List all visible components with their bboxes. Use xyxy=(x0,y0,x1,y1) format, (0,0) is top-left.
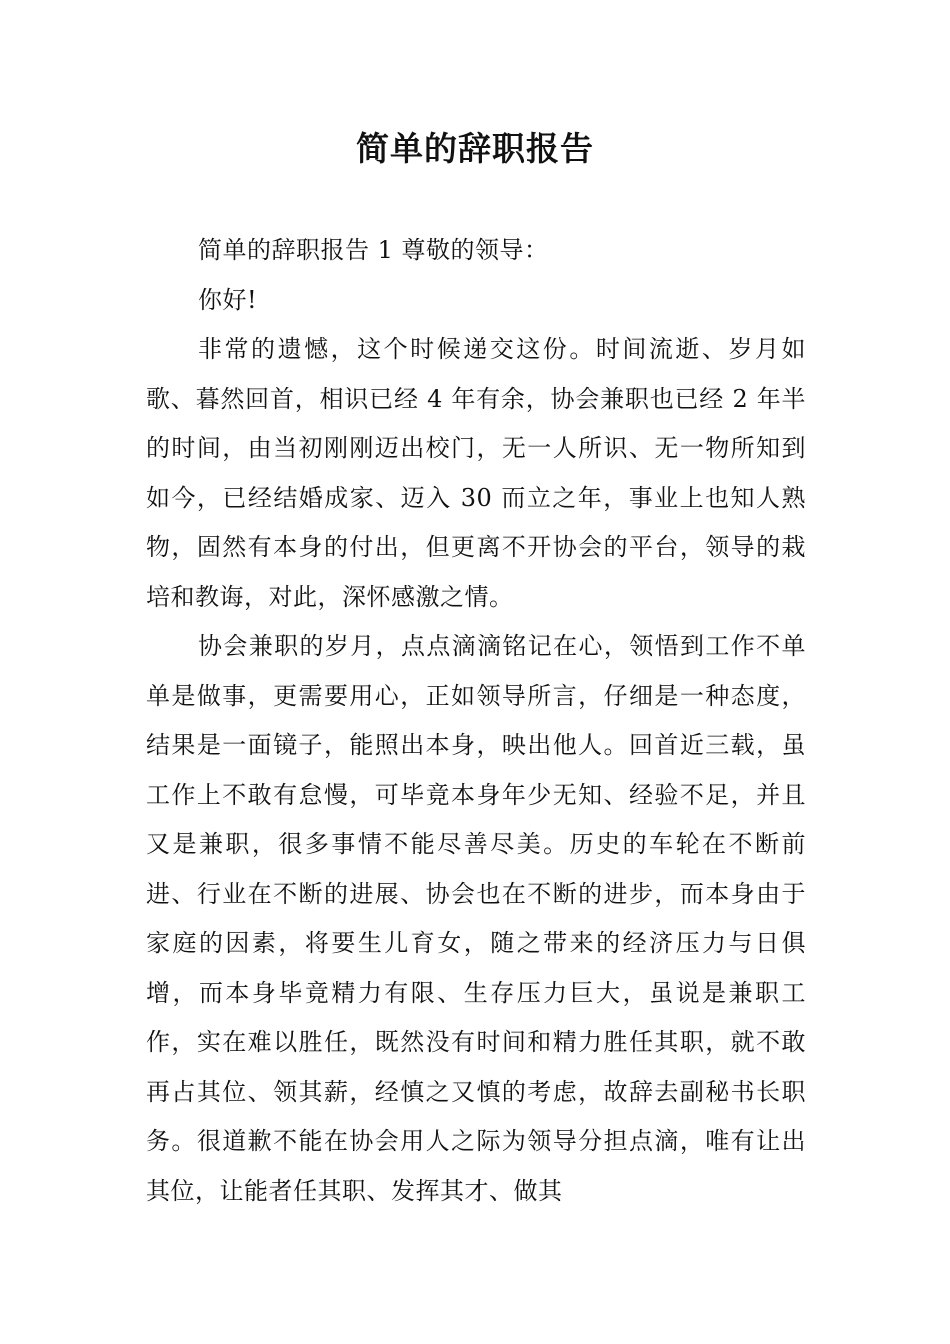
body-paragraph: 协会兼职的岁月，点点滴滴铭记在心，领悟到工作不单单是做事，更需要用心，正如领导所言，仔细是一种态度，结果是一面镜子，能照出本身，映出他人。回首近三载，虽工作上不敢有怠慢，可毕竟本身年少无知、经验不足，并且又是兼职，很多事情不能尽善尽美。历史的车轮在不断前进、行业在不断的进展、协会也在不断的进步，而本身由于家庭的因素，将要生儿育女，随之带来的经济压力与日俱增，而本身毕竟精力有限、生存压力巨大，虽说是兼职工作，实在难以胜任，既然没有时间和精力胜任其职，就不敢再占其位、领其薪，经慎之又慎的考虑，故辞去副秘书长职务。很道歉不能在协会用人之际为领导分担点滴，唯有让出其位，让能者任其职、发挥其才、做其 xyxy=(146,632,806,1205)
salutation-line: 简单的辞职报告 1 尊敬的领导： xyxy=(198,236,549,264)
body-paragraph: 非常的遗憾，这个时候递交这份。时间流逝、岁月如歌、暮然回首，相识已经 4 年有余，协会兼职也已经 2 年半的时间，由当初刚刚迈出校门，无一人所识、无一物所知到如今，已经结婚成家、迈入 30 而立之年，事业上也知人熟物，固然有本身的付出，但更离不开协会的平台，领导的栽培和教诲，对此，深怀感激之情。 xyxy=(146,335,806,611)
greeting-line: 你好! xyxy=(198,285,258,314)
document-title: 简单的辞职报告 xyxy=(356,129,594,168)
document-body xyxy=(146,226,806,1216)
